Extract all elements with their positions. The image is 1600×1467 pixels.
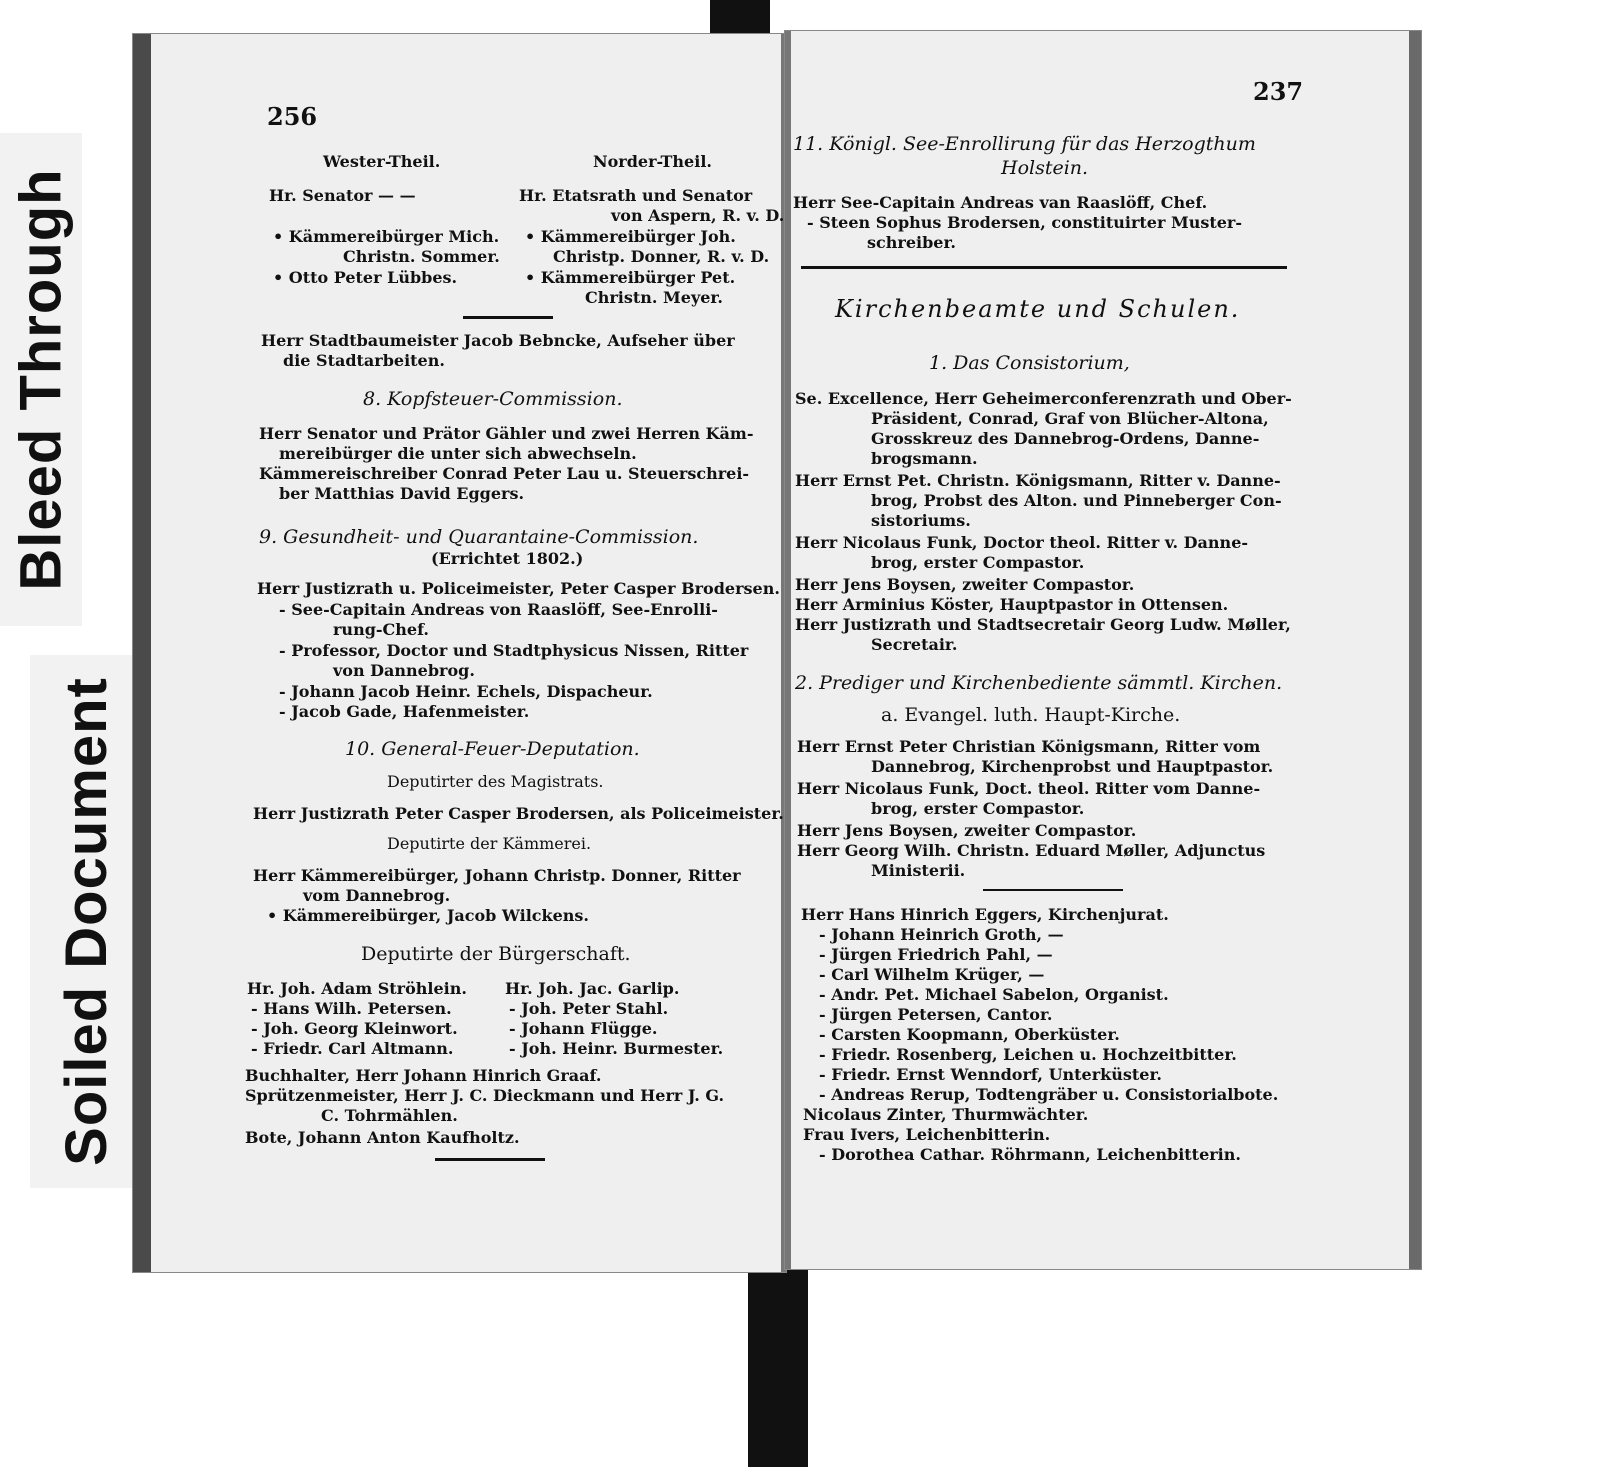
staff-line: - Andr. Pet. Michael Sabelon, Organist. (819, 985, 1169, 1004)
c2-line: Herr Jens Boysen, zweiter Compastor. (797, 821, 1137, 840)
s10-kam-head: Deputirte der Kämmerei. (387, 834, 592, 853)
section-9-title: 9. Gesundheit- und Quarantaine-Commission. (259, 526, 699, 548)
section-10-title: 10. General-Feuer-Deputation. (345, 738, 640, 760)
s9-line: - Johann Jacob Heinr. Echels, Dispacheur. (279, 682, 653, 701)
wester-line: Christn. Sommer. (343, 247, 500, 266)
s8-line: mereibürger die unter sich abwechseln. (279, 444, 637, 463)
c1-line: Herr Nicolaus Funk, Doctor theol. Ritter v. Danne- (795, 533, 1249, 552)
section-8-title: 8. Kopfsteuer-Commission. (363, 388, 623, 410)
section-11-title-2: Holstein. (1001, 157, 1089, 179)
c1-line: Herr Arminius Köster, Hauptpastor in Ottensen. (795, 595, 1229, 614)
c1-line: Herr Jens Boysen, zweiter Compastor. (795, 575, 1135, 594)
burger-line: - Joh. Heinr. Burmester. (509, 1039, 724, 1058)
c1-line: Secretair. (871, 635, 958, 654)
s8-line: ber Matthias David Eggers. (279, 484, 525, 503)
burger-line: - Joh. Peter Stahl. (509, 999, 669, 1018)
s10-kam-line: Herr Kämmereibürger, Johann Christp. Donner, Ritter (253, 866, 741, 885)
section-2a-title: a. Evangel. luth. Haupt-Kirche. (881, 704, 1181, 726)
tail-line: Sprützenmeister, Herr J. C. Dieckmann und Herr J. G. (245, 1086, 725, 1105)
staff-line: Frau Ivers, Leichenbitterin. (803, 1125, 1051, 1144)
page-number-left: 256 (267, 102, 318, 131)
norder-line: von Aspern, R. v. D. (611, 206, 785, 225)
norder-line: Christp. Donner, R. v. D. (553, 247, 770, 266)
staff-line: Herr Hans Hinrich Eggers, Kirchenjurat. (801, 905, 1169, 924)
bleed-through-label: Bleed Through (0, 133, 82, 626)
consistorium-title: 1. Das Consistorium, (929, 352, 1130, 374)
col-head-wester: Wester-Theil. (323, 152, 441, 171)
s11-line: schreiber. (867, 233, 956, 252)
c1-line: Grosskreuz des Dannebrog-Ordens, Danne- (871, 429, 1260, 448)
tail-line: Bote, Johann Anton Kaufholtz. (245, 1128, 520, 1147)
wester-line: • Kämmereibürger Mich. (273, 227, 500, 246)
c2-line: Herr Nicolaus Funk, Doct. theol. Ritter vom Danne- (797, 779, 1261, 798)
divider (801, 266, 1287, 269)
c2-line: Ministerii. (871, 861, 966, 880)
c2-line: Herr Georg Wilh. Christn. Eduard Møller, Adjunctus (797, 841, 1266, 860)
staff-line: Nicolaus Zinter, Thurmwächter. (803, 1105, 1089, 1124)
right-page (784, 30, 1422, 1270)
staff-line: - Dorothea Cathar. Röhrmann, Leichenbitterin. (819, 1145, 1241, 1164)
s10-kam-line: vom Dannebrog. (303, 886, 451, 905)
c1-line: sistoriums. (871, 511, 971, 530)
s10-kam-line: • Kämmereibürger, Jacob Wilckens. (267, 906, 589, 925)
s9-line: Herr Justizrath u. Policeimeister, Peter Casper Brodersen. (257, 579, 780, 598)
page-number-right: 237 (1253, 77, 1304, 106)
burger-line: - Johann Flügge. (509, 1019, 658, 1038)
divider (463, 316, 553, 319)
s10-mag-line: Herr Justizrath Peter Casper Brodersen, als Policeimeister. (253, 804, 784, 823)
s8-line: Herr Senator und Prätor Gähler und zwei Herren Käm- (259, 424, 754, 443)
c2-line: Dannebrog, Kirchenprobst und Hauptpastor. (871, 757, 1274, 776)
s9-line: - Professor, Doctor und Stadtphysicus Nissen, Ritter (279, 641, 749, 660)
burger-line: - Friedr. Carl Altmann. (251, 1039, 454, 1058)
staff-line: - Carl Wilhelm Krüger, — (819, 965, 1045, 984)
c1-line: brog, erster Compastor. (871, 553, 1085, 572)
right-page-edge (1409, 31, 1421, 1269)
wester-line: • Otto Peter Lübbes. (273, 268, 458, 287)
s9-line: - Jacob Gade, Hafenmeister. (279, 702, 530, 721)
s8-line: Kämmereischreiber Conrad Peter Lau u. Steuerschrei- (259, 464, 750, 483)
c2-line: Herr Ernst Peter Christian Königsmann, Ritter vom (797, 737, 1261, 756)
c1-line: brogsmann. (871, 449, 978, 468)
s9-sub: (Errichtet 1802.) (431, 549, 584, 568)
wester-line: Hr. Senator — — (269, 186, 416, 205)
norder-line: Hr. Etatsrath und Senator (519, 186, 753, 205)
binding-strap-bottom (748, 1262, 808, 1467)
gutter-shadow-right (785, 31, 791, 1269)
s10-bur-head: Deputirte der Bürgerschaft. (361, 943, 631, 965)
staff-line: - Friedr. Rosenberg, Leichen u. Hochzeitbitter. (819, 1045, 1237, 1064)
burger-line: Hr. Joh. Jac. Garlip. (505, 979, 680, 998)
staff-line: - Friedr. Ernst Wenndorf, Unterküster. (819, 1065, 1162, 1084)
col-head-norder: Norder-Theil. (593, 152, 712, 171)
tail-line: Buchhalter, Herr Johann Hinrich Graaf. (245, 1066, 602, 1085)
tail-line: C. Tohrmählen. (321, 1106, 458, 1125)
s11-line: Herr See-Capitain Andreas van Raaslöff, Chef. (793, 193, 1208, 212)
burger-line: Hr. Joh. Adam Ströhlein. (247, 979, 467, 998)
section-2-title: 2. Prediger und Kirchenbediente sämmtl. Kirchen. (795, 672, 1283, 694)
staff-line: - Andreas Rerup, Todtengräber u. Consistorialbote. (819, 1085, 1279, 1104)
left-page-edge (133, 34, 151, 1272)
section-11-title: 11. Königl. See-Enrollirung für das Herzogthum (793, 133, 1256, 155)
s9-line: - See-Capitain Andreas von Raaslöff, See-Enrolli- (279, 600, 718, 619)
c1-line: Präsident, Conrad, Graf von Blücher-Altona, (871, 409, 1269, 428)
divider (983, 889, 1123, 891)
stadtbaumeister-line: die Stadtarbeiten. (283, 351, 445, 370)
burger-line: - Joh. Georg Kleinwort. (251, 1019, 458, 1038)
s9-line: rung-Chef. (333, 620, 429, 639)
soiled-document-label: Soiled Document (30, 655, 142, 1188)
c2-line: brog, erster Compastor. (871, 799, 1085, 818)
c1-line: brog, Probst des Alton. und Pinneberger Con- (871, 491, 1282, 510)
kirchen-title: Kirchenbeamte und Schulen. (835, 295, 1241, 323)
c1-line: Se. Excellence, Herr Geheimerconferenzrath und Ober- (795, 389, 1292, 408)
c1-line: Herr Ernst Pet. Christn. Königsmann, Ritter v. Danne- (795, 471, 1281, 490)
divider (435, 1158, 545, 1161)
norder-line: • Kämmereibürger Pet. (525, 268, 736, 287)
s9-line: von Dannebrog. (333, 661, 475, 680)
s10-mag-head: Deputirter des Magistrats. (387, 772, 604, 791)
burger-line: - Hans Wilh. Petersen. (251, 999, 452, 1018)
binding-strap-top (710, 0, 770, 36)
stadtbaumeister-line: Herr Stadtbaumeister Jacob Bebncke, Aufseher über (261, 331, 735, 350)
staff-line: - Johann Heinrich Groth, — (819, 925, 1064, 944)
staff-line: - Carsten Koopmann, Oberküster. (819, 1025, 1120, 1044)
norder-line: • Kämmereibürger Joh. (525, 227, 736, 246)
norder-line: Christn. Meyer. (585, 288, 723, 307)
left-page (132, 33, 787, 1273)
c1-line: Herr Justizrath und Stadtsecretair Georg Ludw. Møller, (795, 615, 1291, 634)
s11-line: - Steen Sophus Brodersen, constituirter Muster- (807, 213, 1242, 232)
staff-line: - Jürgen Petersen, Cantor. (819, 1005, 1053, 1024)
staff-line: - Jürgen Friedrich Pahl, — (819, 945, 1053, 964)
